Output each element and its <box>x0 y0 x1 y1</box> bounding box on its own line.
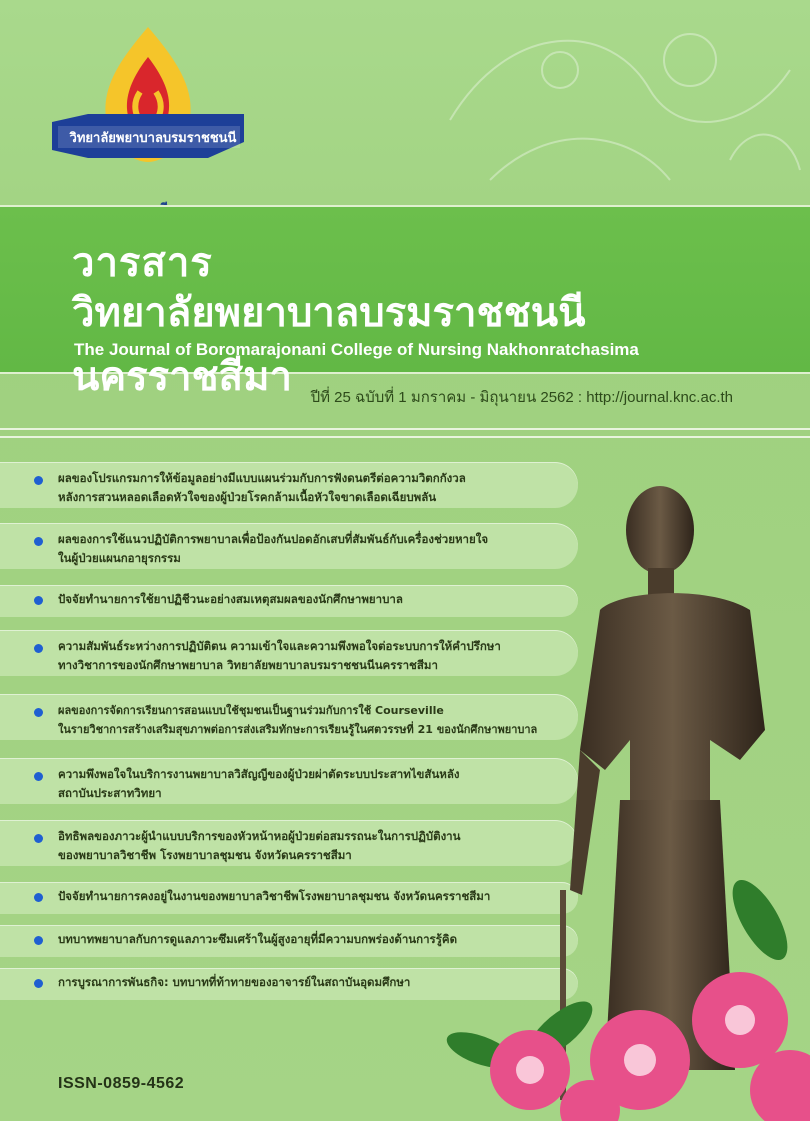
college-logo <box>48 22 248 212</box>
logo-banner-text: วิทยาลัยพยาบาลบรมราชชนนี <box>69 131 237 146</box>
bullet-icon <box>34 596 43 605</box>
issue-info: ปีที่ 25 ฉบับที่ 1 มกราคม - มิถุนายน 2562 : http://journal.knc.ac.th <box>310 389 733 406</box>
bullet-icon <box>34 644 43 653</box>
bullet-icon <box>34 476 43 485</box>
flowers-image <box>440 880 810 1121</box>
issn-number: ISSN-0859-4562 <box>58 1075 185 1092</box>
article-item[interactable]: ความพึงพอใจในบริการงานพยาบาลวิสัญญีของผู้ป่วยผ่าตัดระบบประสาทไขสันหลัง สถาบันประสาทวิทยา <box>0 758 578 804</box>
article-item[interactable]: ผลของการจัดการเรียนการสอนแบบใช้ชุมชนเป็นฐานร่วมกับการใช้ Courseville ในรายวิชาการสร้างเสริมสุขภาพต่อการส่งเสริมทักษะการเรียนรู้ในศตวรรษที่ 21 ของนักศึกษาพยาบาล <box>0 694 578 740</box>
divider <box>0 428 810 430</box>
bullet-icon <box>34 537 43 546</box>
article-item[interactable]: อิทธิพลของภาวะผู้นำแบบบริการของหัวหน้าหอผู้ป่วยต่อสมรรถนะในการปฏิบัติงาน ของพยาบาลวิชาชีพ โรงพยาบาลชุมชน จังหวัดนครราชสีมา <box>0 820 578 866</box>
bullet-icon <box>34 834 43 843</box>
article-item[interactable]: ปัจจัยทำนายการคงอยู่ในงานของพยาบาลวิชาชีพโรงพยาบาลชุมชน จังหวัดนครราชสีมา <box>0 882 578 914</box>
article-item[interactable]: ปัจจัยทำนายการใช้ยาปฏิชีวนะอย่างสมเหตุสมผลของนักศึกษาพยาบาล <box>0 585 578 617</box>
bullet-icon <box>34 893 43 902</box>
bullet-icon <box>34 979 43 988</box>
article-item[interactable]: การบูรณาการพันธกิจ: บทบาทที่ท้าทายของอาจารย์ในสถาบันอุดมศึกษา <box>0 968 578 1000</box>
bullet-icon <box>34 772 43 781</box>
bullet-icon <box>34 936 43 945</box>
bullet-icon <box>34 708 43 717</box>
article-item[interactable]: ผลของการใช้แนวปฏิบัติการพยาบาลเพื่อป้องกันปอดอักเสบที่สัมพันธ์กับเครื่องช่วยหายใจ ในผู้ป่วยแผนกอายุรกรรม <box>0 523 578 569</box>
article-item[interactable]: ความสัมพันธ์ระหว่างการปฏิบัติตน ความเข้าใจและความพึงพอใจต่อระบบการให้คำปรึกษา ทางวิชาการของนักศึกษาพยาบาล วิทยาลัยพยาบาลบรมราชชนนีนครราชสีมา <box>0 630 578 676</box>
divider <box>0 436 810 438</box>
floral-swirl-decoration <box>390 0 810 220</box>
article-item[interactable]: ผลของโปรแกรมการให้ข้อมูลอย่างมีแบบแผนร่วมกับการฟังดนตรีต่อความวิตกกังวล หลังการสวนหลอดเลือดหัวใจของผู้ป่วยโรคกล้ามเนื้อหัวใจขาดเลือดเฉียบพลัน <box>0 462 578 508</box>
article-item[interactable]: บทบาทพยาบาลกับการดูแลภาวะซึมเศร้าในผู้สูงอายุที่มีความบกพร่องด้านการรู้คิด <box>0 925 578 957</box>
journal-title-english: The Journal of Boromarajonani College of Nursing Nakhonratchasima <box>74 340 639 359</box>
journal-title-thai-line2: วิทยาลัยพยาบาลบรมราชชนนี นครราชสีมา <box>72 290 586 400</box>
journal-title-thai-line1: วารสาร <box>72 240 213 286</box>
